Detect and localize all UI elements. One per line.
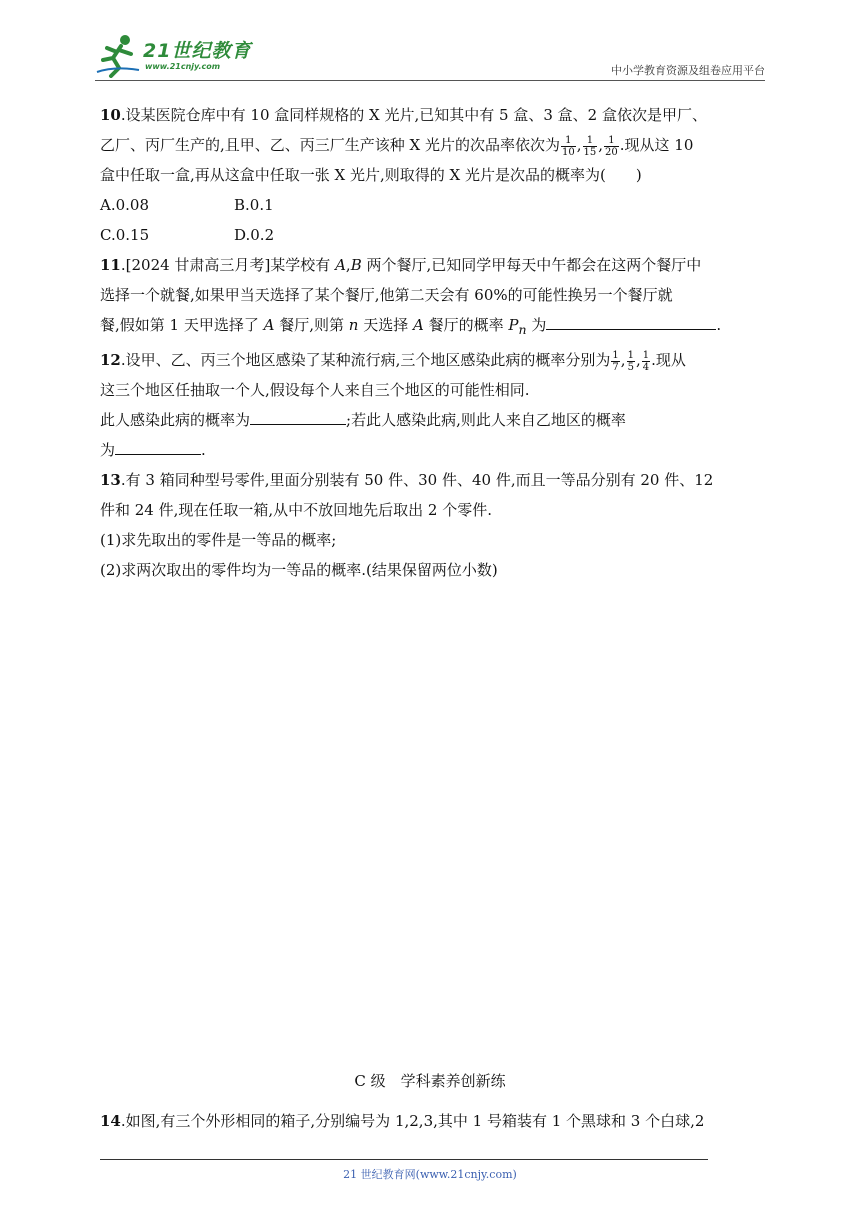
logo: [95, 32, 265, 78]
option-d: D.0.2: [234, 226, 275, 244]
q12-number: 12: [100, 351, 121, 369]
fraction: $\frac{1}{7}$: [612, 349, 619, 373]
q10-options-row1: [100, 190, 766, 220]
option-a: A.0.08: [100, 196, 149, 214]
q10-line1: 10.设某医院仓库中有 10 盒同样规格的 X 光片,已知其中有 5 盒、3 盒、2 盒依次是甲厂、: [100, 106, 707, 124]
fraction: $\frac{1}{10}$: [562, 134, 575, 158]
q14-number: 14: [100, 1112, 121, 1130]
option-b: B.0.1: [234, 196, 274, 214]
logo-text: 21世纪教育: [143, 40, 252, 62]
questions: [100, 100, 766, 585]
q11-number: 11: [100, 256, 121, 274]
q10-line2: 乙厂、丙厂生产的,且甲、乙、丙三厂生产该种 X 光片的次品率依次为 $\frac{1}{10}$ , $\frac{1}{15}$ , $\frac{1}{20}$ .现从这 10: [100, 134, 694, 158]
q14-line1: 14.如图,有三个外形相同的箱子,分别编号为 1,2,3,其中 1 号箱装有 1 个黑球和 3 个白球,2: [100, 1112, 705, 1130]
q11-line3: 餐,假如第 1 天甲选择了 A 餐厅,则第 n 天选择 A 餐厅的概率 $P_n$ 为 .: [100, 310, 766, 345]
fraction: $\frac{1}{20}$: [605, 134, 618, 158]
q13-line2: 件和 24 件,现在任取一箱,从中不放回地先后取出 2 个零件.: [100, 501, 493, 519]
q11-line1: 11.[2024 甘肃高三月考]某学校有 A,B 两个餐厅,已知同学甲每天中午都会在这两个餐厅中: [100, 256, 702, 274]
answer-blank[interactable]: [115, 436, 201, 455]
q12-line3: 此人感染此病的概率为 ;若此人感染此病,则此人来自乙地区的概率: [100, 405, 766, 435]
fraction: $\frac{1}{5}$: [627, 349, 634, 373]
q12-line4: 为 .: [100, 435, 766, 465]
q13-sub1: (1)求先取出的零件是一等品的概率;: [100, 531, 337, 549]
q10-options-row2: [100, 220, 766, 250]
q10-number: 10: [100, 106, 121, 124]
q10-line3: 盒中任取一盒,再从这盒中任取一张 X 光片,则取得的 X 光片是次品的概率为( ): [100, 166, 642, 184]
fraction: $\frac{1}{4}$: [642, 349, 650, 373]
fraction: $\frac{1}{15}$: [583, 134, 597, 158]
header-divider: [95, 80, 765, 81]
runner-logo-icon: [95, 32, 143, 78]
logo-url: www.21cnjy.com: [145, 62, 221, 71]
footer-text: 21 世纪教育网(www.21cnjy.com): [343, 1168, 517, 1181]
q13-number: 13: [100, 471, 121, 489]
answer-blank[interactable]: [250, 406, 346, 425]
q12-line1: 12.设甲、乙、丙三个地区感染了某种流行病,三个地区感染此病的概率分别为 $\frac{1}{7}$ , $\frac{1}{5}$ , $\frac{1}{4}$ .现从: [100, 349, 686, 373]
q13-line1: 13.有 3 箱同种型号零件,里面分别装有 50 件、30 件、40 件,而且一等品分别有 20 件、12: [100, 471, 714, 489]
section-c-title: C 级 学科素养创新练: [354, 1072, 506, 1090]
answer-blank[interactable]: [546, 311, 716, 330]
header-platform-label: 中小学教育资源及组卷应用平台: [611, 64, 765, 77]
footer-divider: [100, 1159, 708, 1160]
q12-line2: 这三个地区任抽取一个人,假设每个人来自三个地区的可能性相同.: [100, 381, 530, 399]
page-header: [95, 30, 765, 82]
q13-sub2: (2)求两次取出的零件均为一等品的概率.(结果保留两位小数): [100, 561, 498, 579]
q11-line2: 选择一个就餐,如果甲当天选择了某个餐厅,他第二天会有 60%的可能性换另一个餐厅就: [100, 286, 673, 304]
option-c: C.0.15: [100, 226, 150, 244]
